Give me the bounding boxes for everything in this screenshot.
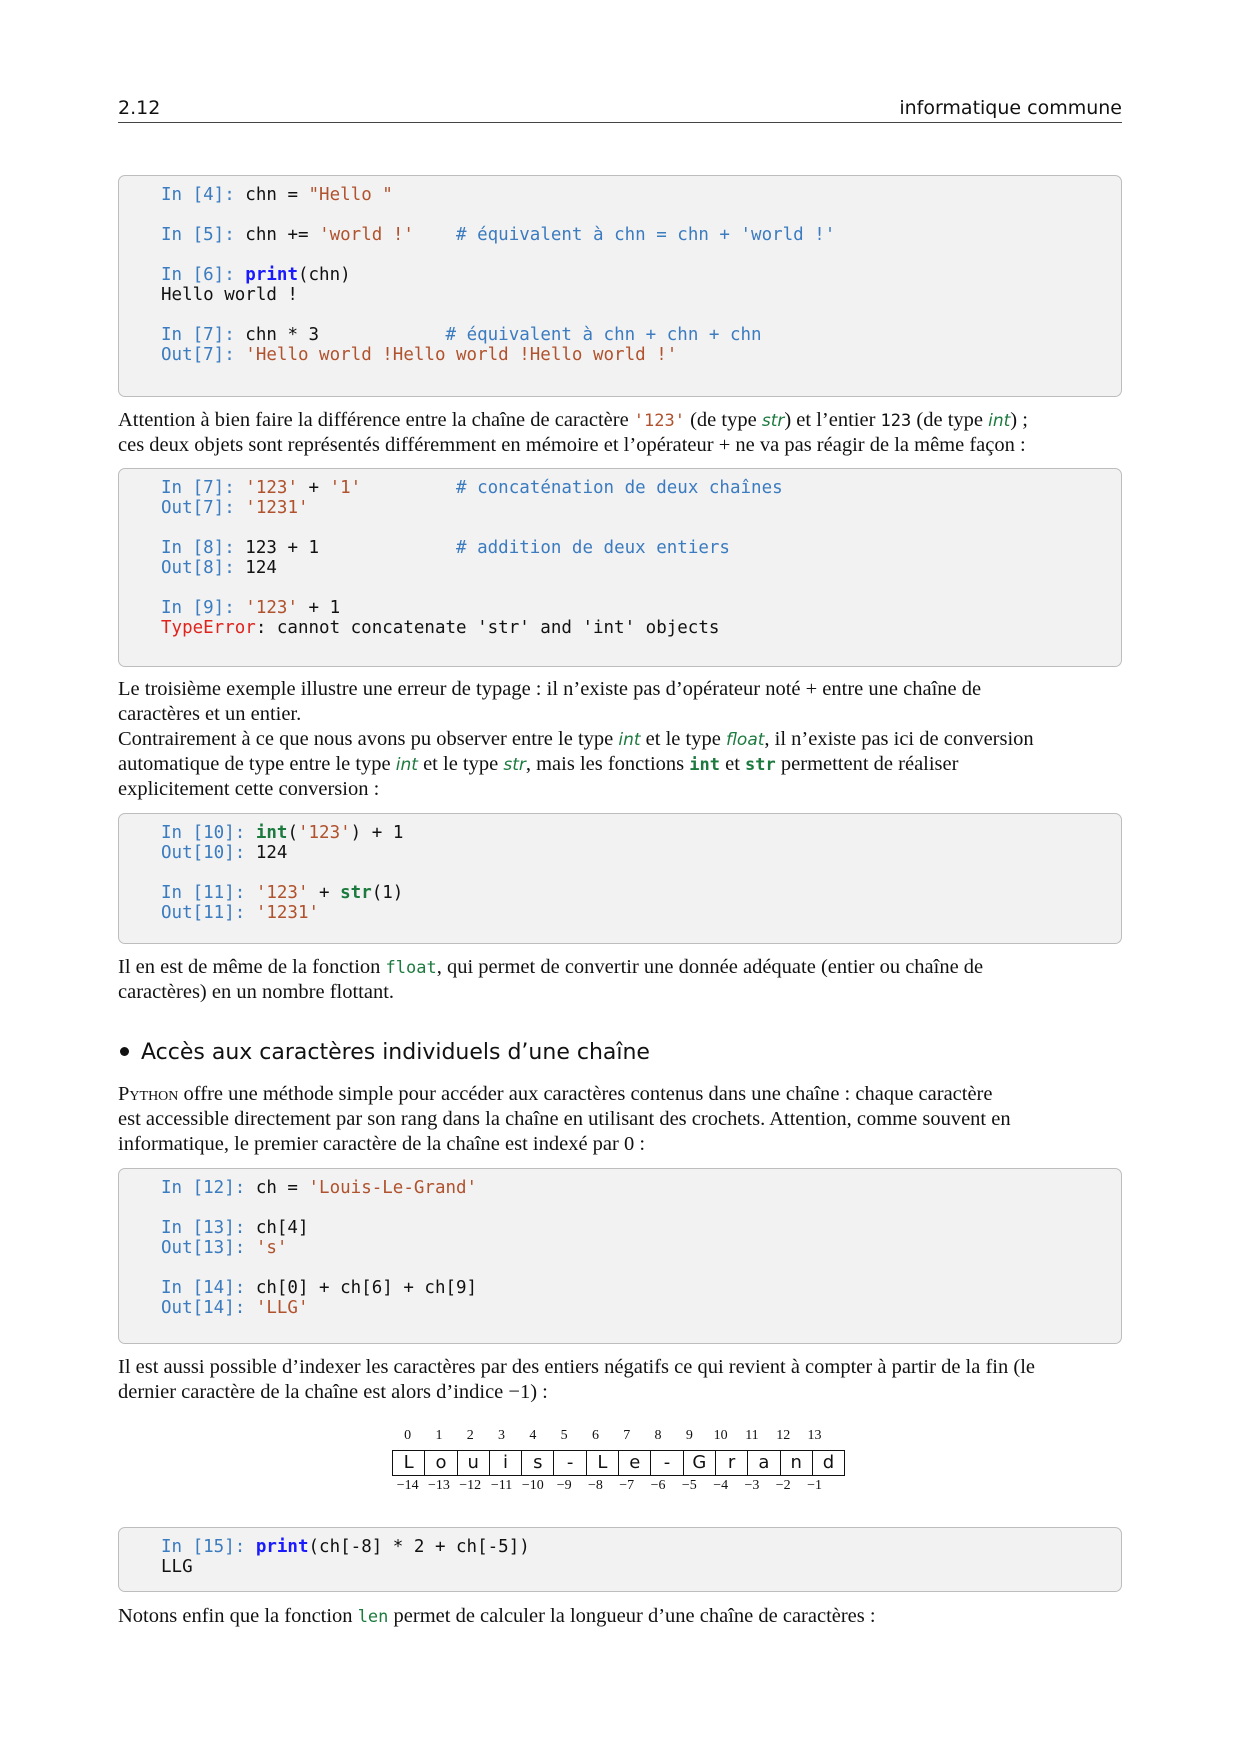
code-token-plain: ch[4] — [255, 1218, 309, 1238]
paragraph-char-access: Python offre une méthode simple pour accéder aux caractères contenus dans une chaîne : chaque caractère est accessible directement par son rang dans la chaîne en utilisant des crochets. Attention, comme souvent en informatique, le premier caractère de la chaîne est indexé par 0 : — [118, 1083, 1011, 1155]
function-name: float — [385, 958, 437, 978]
code-token-plain: chn = — [245, 185, 309, 205]
running-header — [118, 94, 1122, 123]
code-token-cm: # équivalent à chn + chn + chn — [319, 325, 762, 345]
positive-index-label: 11 — [745, 1428, 759, 1443]
paragraph-type-conversion: Le troisième exemple illustre une erreur de typage : il n’existe pas d’opérateur noté + entre une chaîne de caractères et un entier. Contrairement à ce que nous avons pu observer entre le type int et le type float, il n’existe pas ici de conversion automatique de type entre le type int et le type str, mais les fonctions int et str permettent de réaliser explicitement cette conversion : — [118, 678, 1034, 800]
code-token-cm: # concaténation de deux chaînes — [361, 478, 783, 498]
input-prompt: In [14]: — [161, 1278, 256, 1298]
code-line — [161, 842, 287, 864]
input-prompt: In [15]: — [161, 1537, 256, 1557]
code-line — [161, 284, 298, 306]
code-block-indexing — [118, 1168, 1122, 1344]
code-token-plain: 124 — [245, 558, 277, 578]
output-prompt: Out[11]: — [161, 903, 256, 923]
type-name: str — [761, 411, 785, 431]
char-cell: L — [586, 1451, 618, 1475]
input-prompt: In [10]: — [161, 823, 256, 843]
negative-index-label: −14 — [396, 1478, 419, 1493]
code-block-negative-index — [118, 1527, 1122, 1592]
code-line — [161, 324, 762, 346]
section-number: 2.12 — [118, 97, 161, 119]
code-token-bi: str — [340, 883, 372, 903]
char-cell: o — [424, 1451, 456, 1475]
code-token-plain: + — [297, 478, 330, 498]
code-line — [161, 477, 783, 499]
code-line — [161, 902, 319, 924]
input-prompt: In [7]: — [161, 325, 246, 345]
type-name: int — [395, 755, 418, 775]
code-line — [161, 1277, 477, 1299]
positive-index-label: 3 — [498, 1428, 506, 1443]
negative-index-label: −11 — [490, 1478, 513, 1493]
code-token-plain: chn * 3 — [245, 325, 320, 345]
code-line — [161, 344, 677, 366]
output-prompt: Out[8]: — [161, 558, 246, 578]
input-prompt: In [7]: — [161, 478, 246, 498]
char-cell: d — [812, 1451, 844, 1475]
code-token-kw: print — [255, 1537, 309, 1557]
positive-index-label: 10 — [713, 1428, 728, 1443]
code-token-plain: ch[0] + ch[6] + ch[9] — [255, 1278, 478, 1298]
char-cell: a — [747, 1451, 779, 1475]
inline-code-string: '123' — [633, 411, 685, 431]
code-token-bi: int — [255, 823, 288, 843]
code-token-str: '123' — [297, 823, 351, 843]
char-cell: s — [521, 1451, 553, 1475]
code-token-plain: 124 — [255, 843, 288, 863]
positive-index-label: 1 — [435, 1428, 443, 1443]
code-token-plain: ) + 1 — [350, 823, 404, 843]
code-token-plain: + — [308, 883, 341, 903]
output-prompt: Out[14]: — [161, 1298, 256, 1318]
code-line — [161, 264, 351, 286]
bullet-icon — [120, 1047, 129, 1056]
code-line — [161, 617, 719, 639]
running-title: informatique commune — [899, 97, 1122, 119]
output-prompt: Out[13]: — [161, 1238, 256, 1258]
positive-index-label: 8 — [654, 1428, 662, 1443]
code-token-plain: (chn) — [297, 265, 351, 285]
type-name: int — [988, 411, 1011, 431]
negative-index-label: −6 — [650, 1478, 666, 1493]
code-line — [161, 557, 277, 579]
function-name: int — [689, 755, 720, 775]
type-name: float — [725, 730, 765, 750]
negative-index-label: −9 — [556, 1478, 572, 1493]
negative-index-label: −13 — [427, 1478, 450, 1493]
char-cell: r — [715, 1451, 747, 1475]
positive-index-label: 7 — [623, 1428, 631, 1443]
code-token-plain: chn += — [245, 225, 320, 245]
code-line — [161, 1217, 309, 1239]
code-token-str: '1231' — [255, 903, 320, 923]
positive-index-label: 0 — [404, 1428, 412, 1443]
code-token-plain: (ch[-8] * 2 + ch[-5]) — [308, 1537, 530, 1557]
positive-index-label: 5 — [560, 1428, 568, 1443]
code-token-plain: (1) — [371, 883, 404, 903]
char-cell: u — [457, 1451, 489, 1475]
negative-index-label: −12 — [459, 1478, 482, 1493]
input-prompt: In [8]: — [161, 538, 246, 558]
positive-index-label: 12 — [776, 1428, 791, 1443]
char-cell: - — [553, 1451, 585, 1475]
python-name: Python — [118, 1083, 179, 1105]
input-prompt: In [12]: — [161, 1178, 256, 1198]
char-cell: - — [650, 1451, 682, 1475]
code-line — [161, 822, 403, 844]
output-prompt: Out[7]: — [161, 345, 246, 365]
function-name: len — [357, 1607, 389, 1627]
negative-index-label: −7 — [619, 1478, 635, 1493]
positive-index-label: 9 — [685, 1428, 693, 1443]
section-heading: Accès aux caractères individuels d’une chaîne — [118, 1040, 650, 1065]
inline-code-number: 123 — [880, 411, 912, 431]
negative-index-label: −8 — [587, 1478, 603, 1493]
code-token-err: TypeError — [161, 618, 256, 638]
char-cell: L — [403, 1452, 414, 1473]
code-token-str: '1' — [329, 478, 362, 498]
positive-index-label: 2 — [466, 1428, 474, 1443]
char-cells-row — [392, 1450, 845, 1476]
code-token-str: '123' — [255, 883, 309, 903]
code-token-kw: print — [245, 265, 298, 285]
code-line — [161, 537, 730, 559]
negative-index-label: −4 — [713, 1478, 729, 1493]
code-token-str: 'Louis-Le-Grand' — [308, 1178, 478, 1198]
code-line — [161, 597, 340, 619]
char-cell: n — [780, 1451, 812, 1475]
code-token-str: '123' — [245, 598, 298, 618]
code-token-cm: # équivalent à chn = chn + 'world !' — [413, 225, 836, 245]
code-token-str: "Hello " — [308, 185, 393, 205]
negative-index-label: −10 — [521, 1478, 544, 1493]
output-prompt: Out[7]: — [161, 498, 246, 518]
input-prompt: In [9]: — [161, 598, 246, 618]
code-token-str: 'Hello world !Hello world !Hello world !' — [245, 345, 678, 365]
negative-index-label: −2 — [775, 1478, 791, 1493]
input-prompt: In [11]: — [161, 883, 256, 903]
code-block-string-concat — [118, 175, 1122, 397]
code-line — [161, 497, 309, 519]
code-token-str: '1231' — [245, 498, 309, 518]
code-token-plain: Hello world ! — [161, 285, 298, 305]
code-token-plain: 123 + 1 — [245, 538, 320, 558]
positive-index-label: 6 — [591, 1428, 599, 1443]
positive-index-label: 4 — [529, 1428, 537, 1443]
code-line — [161, 184, 393, 206]
negative-index-label: −1 — [807, 1478, 822, 1493]
char-cell: e — [618, 1451, 650, 1475]
code-token-plain: ( — [287, 823, 298, 843]
paragraph-float-function: Il en est de même de la fonction float, qui permet de convertir une donnée adéquate (entier ou chaîne de caractères) en un nombre flottant. — [118, 956, 984, 1003]
char-cell: i — [489, 1451, 521, 1475]
code-token-plain: + 1 — [297, 598, 341, 618]
positive-index-label: 13 — [807, 1428, 822, 1443]
code-token-plain: LLG — [161, 1557, 193, 1577]
function-name: str — [745, 755, 776, 775]
code-line — [161, 1237, 287, 1259]
code-token-plain: ch = — [255, 1178, 309, 1198]
negative-index-label: −5 — [681, 1478, 697, 1493]
code-token-str: 'LLG' — [255, 1298, 309, 1318]
code-line — [161, 224, 835, 246]
paragraph-negative-index: Il est aussi possible d’indexer les caractères par des entiers négatifs ce qui revient à compter à partir de la fin (le dernier caractère de la chaîne est alors d’indice −1) : — [118, 1356, 1035, 1403]
code-token-str: 'world !' — [319, 225, 414, 245]
code-line — [161, 1536, 530, 1558]
paragraph-len-function: Notons enfin que la fonction len permet de calculer la longueur d’une chaîne de caractères : — [118, 1605, 876, 1627]
code-token-cm: # addition de deux entiers — [319, 538, 730, 558]
code-block-explicit-conversion — [118, 813, 1122, 944]
code-line — [161, 1297, 309, 1319]
type-name: str — [503, 755, 526, 775]
input-prompt: In [13]: — [161, 1218, 256, 1238]
code-token-str: 's' — [255, 1238, 288, 1258]
input-prompt: In [4]: — [161, 185, 246, 205]
input-prompt: In [6]: — [161, 265, 246, 285]
char-cell: G — [683, 1451, 715, 1475]
type-name: int — [618, 730, 641, 750]
negative-index-label: −3 — [744, 1478, 760, 1493]
paragraph-str-vs-int: Attention à bien faire la différence entre la chaîne de caractère '123' (de type str) et l’entier 123 (de type int) ; ces deux objets sont représentés différemment en mémoire et l’opérateur + ne va pas réagir de la même façon : — [118, 409, 1028, 456]
output-prompt: Out[10]: — [161, 843, 256, 863]
index-diagram — [392, 1428, 852, 1498]
code-token-plain: : cannot concatenate 'str' and 'int' objects — [255, 618, 720, 638]
input-prompt: In [5]: — [161, 225, 246, 245]
code-token-str: '123' — [245, 478, 298, 498]
code-line — [161, 882, 403, 904]
code-block-type-error — [118, 468, 1122, 667]
code-line — [161, 1556, 193, 1578]
code-line — [161, 1177, 477, 1199]
